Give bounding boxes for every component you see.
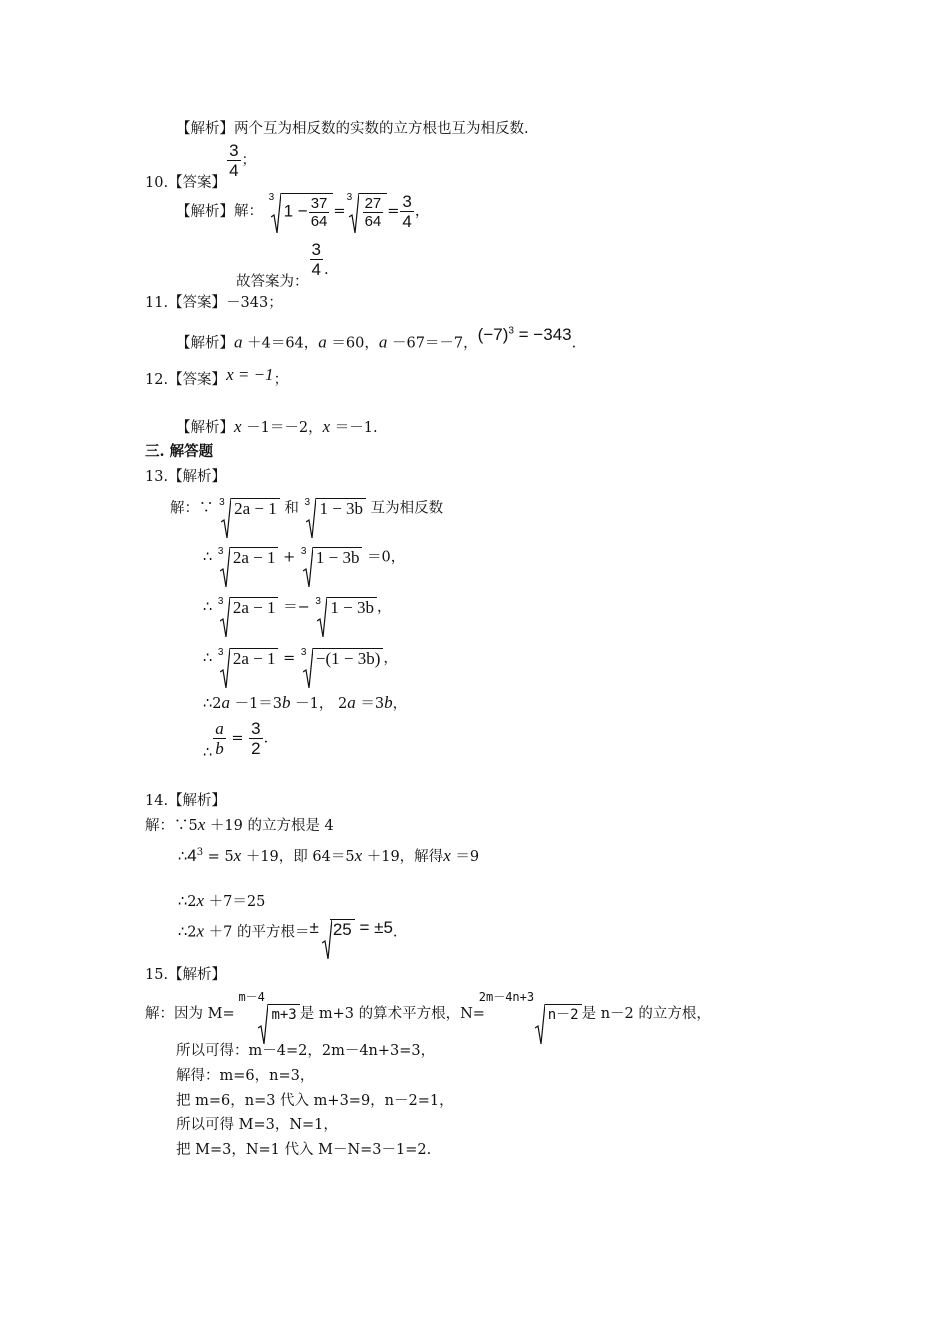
q11-answer: －343； <box>226 295 283 311</box>
q15-m-root: m－4 m+3 <box>246 1004 299 1025</box>
q13-root-2a-1: 3 2a − 1 <box>217 597 279 618</box>
q14-sqrt-expression: ± 25 = ±5 <box>309 918 392 937</box>
analysis-label: 【解析】 <box>176 420 234 436</box>
analysis-label: 【解析】 <box>176 121 234 137</box>
q13-line-6: ∴ $\frac{a}{b}$ = $\frac{3}{2}$ . <box>203 719 269 761</box>
q10-analysis-line: 【解析】解： 3 1 − $\frac{37}{64}$ = 3 $\frac{27}{64}$ = $\frac{3}{4}$ ， <box>176 192 430 231</box>
analysis-label: 【解析】 <box>168 793 227 809</box>
q9-analysis-text: 两个互为相反数的实数的立方根也互为相反数. <box>234 121 529 137</box>
radical-sign-icon <box>220 648 230 688</box>
q10-conclusion-fraction: $\frac{3}{4}$ <box>311 240 321 279</box>
q15-line-6: 把 M=3，N=1 代入 M－N=3－1=2. <box>176 1142 432 1158</box>
q11-analysis-line: 【解析】a ＋4＝64，a ＝60，a －67＝－7，$(-7)^3 = -343$. <box>176 324 577 352</box>
answer-label: 【答案】 <box>168 372 227 388</box>
q15-header <box>145 966 226 984</box>
q13-header <box>145 468 226 486</box>
q14-line-2: $\therefore 4^3 = 5x +19$，即 64＝5x ＋19，解得x ＝9 <box>178 845 480 865</box>
analysis-label: 【解析】 <box>176 203 234 220</box>
answer-label: 【答案】 <box>168 174 227 191</box>
conclusion-text: 故答案为： <box>236 273 309 290</box>
q15-line-4: 把 m=6，n=3 代入 m+3=9，n－2=1， <box>176 1093 454 1109</box>
q13-root-2a-1: 3 2a − 1 <box>217 547 279 568</box>
q15-line-3: 解得：m=6，n=3， <box>176 1068 315 1084</box>
q15-line-2: 所以可得：m－4=2，2m－4n+3=3， <box>176 1043 436 1059</box>
question-number: 15. <box>145 967 169 983</box>
q11-power-expression: $(-7)^3 = -343$ <box>477 324 572 344</box>
radical-sign-icon <box>349 193 359 233</box>
q10-answer-fraction: $\frac{3}{4}$ <box>229 141 239 180</box>
q12-answer-line: 12.【答案】x = −1； <box>145 365 289 388</box>
radical-sign-icon <box>303 648 313 688</box>
q14-line-4: ∴2x ＋7 的平方根＝± 25 = ±5. <box>178 922 398 942</box>
question-number: 10. <box>145 174 169 191</box>
q13-root-2a-1: 3 2a − 1 <box>217 648 279 669</box>
q15-line-1: 解：因为 M= m－4 m+3 是 m+3 的算术平方根，N= 2m－4n+3 n－2 是 n－2 的立方根， <box>145 1004 711 1025</box>
q13-a-over-b: $\frac{a}{b}$ <box>215 719 224 758</box>
analysis-label: 【解析】 <box>168 967 227 983</box>
q14-line-3: ∴2x ＋7＝25 <box>178 891 266 910</box>
q15-n-root: 2m－4n+3 n－2 <box>523 1004 582 1025</box>
q10-result-fraction: $\frac{3}{4}$ <box>402 192 412 231</box>
q13-line-1: 解：∵ 3 2a − 1 和 3 1 − 3b 互为相反数 <box>170 498 443 519</box>
radical-sign-icon <box>271 193 281 233</box>
q13-line-3: ∴ 3 2a − 1 ＝− 3 1 − 3b ， <box>203 597 391 618</box>
answer-label: 【答案】 <box>168 295 227 311</box>
q10-cube-root-1: 3 1 − $\frac{37}{64}$ <box>268 193 334 230</box>
q10-conclusion-line: 故答案为： $\frac{3}{4}$ . <box>236 240 329 290</box>
q9-analysis-line <box>176 120 529 138</box>
q13-result-fraction: $\frac{3}{2}$ <box>251 719 261 758</box>
section-heading: 三. 解答题 <box>145 443 214 460</box>
q10-cube-root-2: 3 $\frac{27}{64}$ <box>346 193 388 230</box>
analysis-label: 【解析】 <box>176 335 234 352</box>
q13-root-1-3b: 3 1 − 3b <box>300 547 363 568</box>
radical-sign-icon <box>220 597 230 637</box>
q11-answer-line <box>145 294 283 312</box>
radical-sign-icon <box>317 597 327 637</box>
radical-sign-icon <box>322 919 332 959</box>
radical-sign-icon <box>306 498 316 538</box>
q13-root-2a-1: 3 2a − 1 <box>218 498 280 519</box>
q10-answer-line: 10.【答案】 $\frac{3}{4}$ ； <box>145 141 257 191</box>
radical-sign-icon <box>535 1004 545 1044</box>
q14-line-1: 解：∵5x ＋19 的立方根是 4 <box>145 815 334 834</box>
q15-line-5: 所以可得 M=3，N=1， <box>176 1117 338 1133</box>
question-number: 13. <box>145 469 169 485</box>
question-number: 12. <box>145 372 169 388</box>
radical-sign-icon <box>303 547 313 587</box>
radical-sign-icon <box>221 498 231 538</box>
radical-sign-icon <box>220 547 230 587</box>
q14-header <box>145 792 226 810</box>
q13-line-4: ∴ 3 2a − 1 = 3 −(1 − 3b) ， <box>203 648 398 669</box>
q12-answer: x = −1 <box>226 365 274 384</box>
q13-line-2: ∴ 3 2a − 1 + 3 1 − 3b ＝0， <box>203 547 405 568</box>
q13-root-1-3b: 3 1 − 3b <box>303 498 366 519</box>
q13-line-5: ∴2a －1＝3b －1， 2a ＝3b， <box>203 693 408 712</box>
analysis-label: 【解析】 <box>168 469 227 485</box>
radical-sign-icon <box>258 1004 268 1044</box>
q13-root-1-3b: 3 1 − 3b <box>314 597 377 618</box>
question-number: 14. <box>145 793 169 809</box>
q13-root-neg-1-3b: 3 −(1 − 3b) <box>300 648 384 669</box>
question-number: 11. <box>145 295 169 311</box>
q12-analysis-line: 【解析】x －1＝－2，x ＝－1. <box>176 417 378 436</box>
